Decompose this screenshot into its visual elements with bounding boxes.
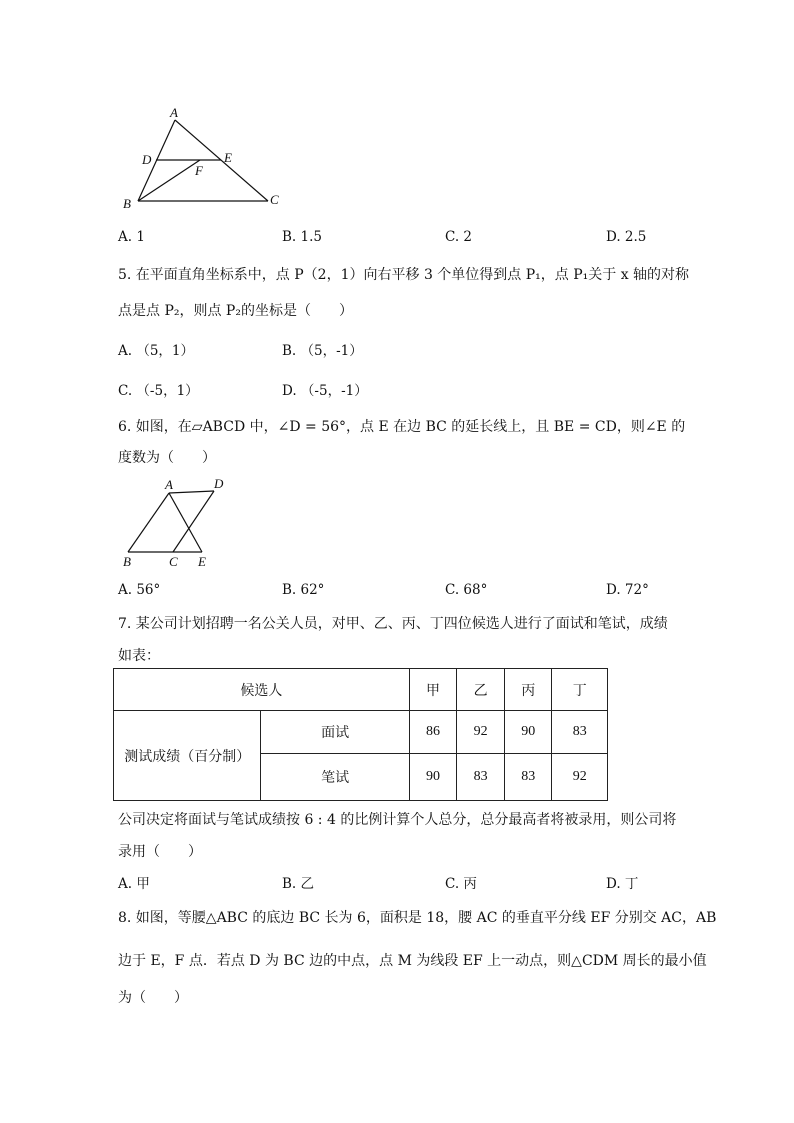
- q7-option-c[interactable]: C. 丙: [445, 876, 477, 892]
- label-a: A: [170, 105, 178, 120]
- header-candidate: 丁: [552, 669, 608, 711]
- segment-ae: [169, 493, 202, 552]
- q6-option-a[interactable]: A. 56°: [118, 582, 161, 598]
- segment-ab: [128, 493, 169, 552]
- table-header-row: [114, 669, 608, 711]
- triangle-abc-figure: [118, 104, 288, 214]
- q5-option-d[interactable]: D. （-5，-1）: [282, 383, 368, 399]
- parallelogram-figure: [118, 474, 238, 570]
- q8-line2: 边于 E，F 点．若点 D 为 BC 边的中点，点 M 为线段 EF 上一动点，则△CDM 周长的最小值: [118, 953, 707, 969]
- q4-option-c[interactable]: C. 2: [445, 229, 473, 245]
- header-candidate: 丙: [504, 669, 552, 711]
- q4-option-a[interactable]: A. 1: [118, 229, 145, 245]
- label-e: E: [224, 150, 232, 165]
- q6-line1: 6. 如图，在▱ABCD 中，∠D = 56°，点 E 在边 BC 的延长线上，且 BE = CD，则∠E 的: [118, 419, 686, 435]
- label-d: D: [214, 476, 224, 491]
- header-candidate-label: 候选人: [114, 669, 410, 711]
- q7-line4: 录用（ ）: [118, 844, 202, 860]
- table-cell: 92: [457, 711, 505, 754]
- label-f: F: [195, 163, 203, 178]
- q5-line1: 5. 在平面直角坐标系中，点 P（2，1）向右平移 3 个单位得到点 P₁，点 P₁关于 x 轴的对称: [118, 267, 690, 283]
- q5-line2: 点是点 P₂，则点 P₂的坐标是（ ）: [118, 303, 353, 319]
- q6-line2: 度数为（ ）: [118, 450, 216, 466]
- table-row: [114, 711, 608, 754]
- label-b: B: [123, 554, 131, 569]
- q7-line1: 7. 某公司计划招聘一名公关人员，对甲、乙、丙、丁四位候选人进行了面试和笔试，成绩: [118, 616, 668, 632]
- q7-option-d[interactable]: D. 丁: [606, 876, 639, 892]
- q4-option-d[interactable]: D. 2.5: [606, 229, 647, 245]
- label-b: B: [123, 196, 131, 211]
- table-cell: 83: [504, 754, 552, 801]
- segment-dc: [173, 491, 214, 552]
- label-c: C: [169, 554, 178, 569]
- q6-option-c[interactable]: C. 68°: [445, 582, 488, 598]
- q4-option-b[interactable]: B. 1.5: [282, 229, 322, 245]
- q8-line3: 为（ ）: [118, 990, 188, 1006]
- group-label: 测试成绩（百分制）: [114, 711, 261, 801]
- q6-option-d[interactable]: D. 72°: [606, 582, 649, 598]
- q5-option-c[interactable]: C. （-5，1）: [118, 383, 199, 399]
- q7-option-b[interactable]: B. 乙: [282, 876, 315, 892]
- table-cell: 86: [409, 711, 457, 754]
- q7-line3: 公司决定将面试与笔试成绩按 6 : 4 的比例计算个人总分，总分最高者将被录用，则公司将: [118, 812, 677, 828]
- scores-table: [113, 668, 608, 801]
- header-candidate: 乙: [457, 669, 505, 711]
- q5-option-b[interactable]: B. （5，-1）: [282, 343, 363, 359]
- table-cell: 90: [409, 754, 457, 801]
- q5-option-a[interactable]: A. （5，1）: [118, 343, 195, 359]
- q7-line2: 如表：: [118, 648, 160, 664]
- label-e: E: [198, 554, 206, 569]
- label-a: A: [165, 477, 173, 492]
- q8-line1: 8. 如图，等腰△ABC 的底边 BC 长为 6，面积是 18，腰 AC 的垂直平分线 EF 分别交 AC，AB: [118, 910, 717, 926]
- label-d: D: [142, 152, 152, 167]
- row-label: 笔试: [261, 754, 409, 801]
- row-label: 面试: [261, 711, 409, 754]
- table-cell: 83: [457, 754, 505, 801]
- label-c: C: [270, 192, 279, 207]
- table-cell: 90: [504, 711, 552, 754]
- segment-ad: [169, 491, 214, 493]
- table-cell: 83: [552, 711, 608, 754]
- q7-option-a[interactable]: A. 甲: [118, 876, 150, 892]
- table-cell: 92: [552, 754, 608, 801]
- header-candidate: 甲: [409, 669, 457, 711]
- q6-option-b[interactable]: B. 62°: [282, 582, 325, 598]
